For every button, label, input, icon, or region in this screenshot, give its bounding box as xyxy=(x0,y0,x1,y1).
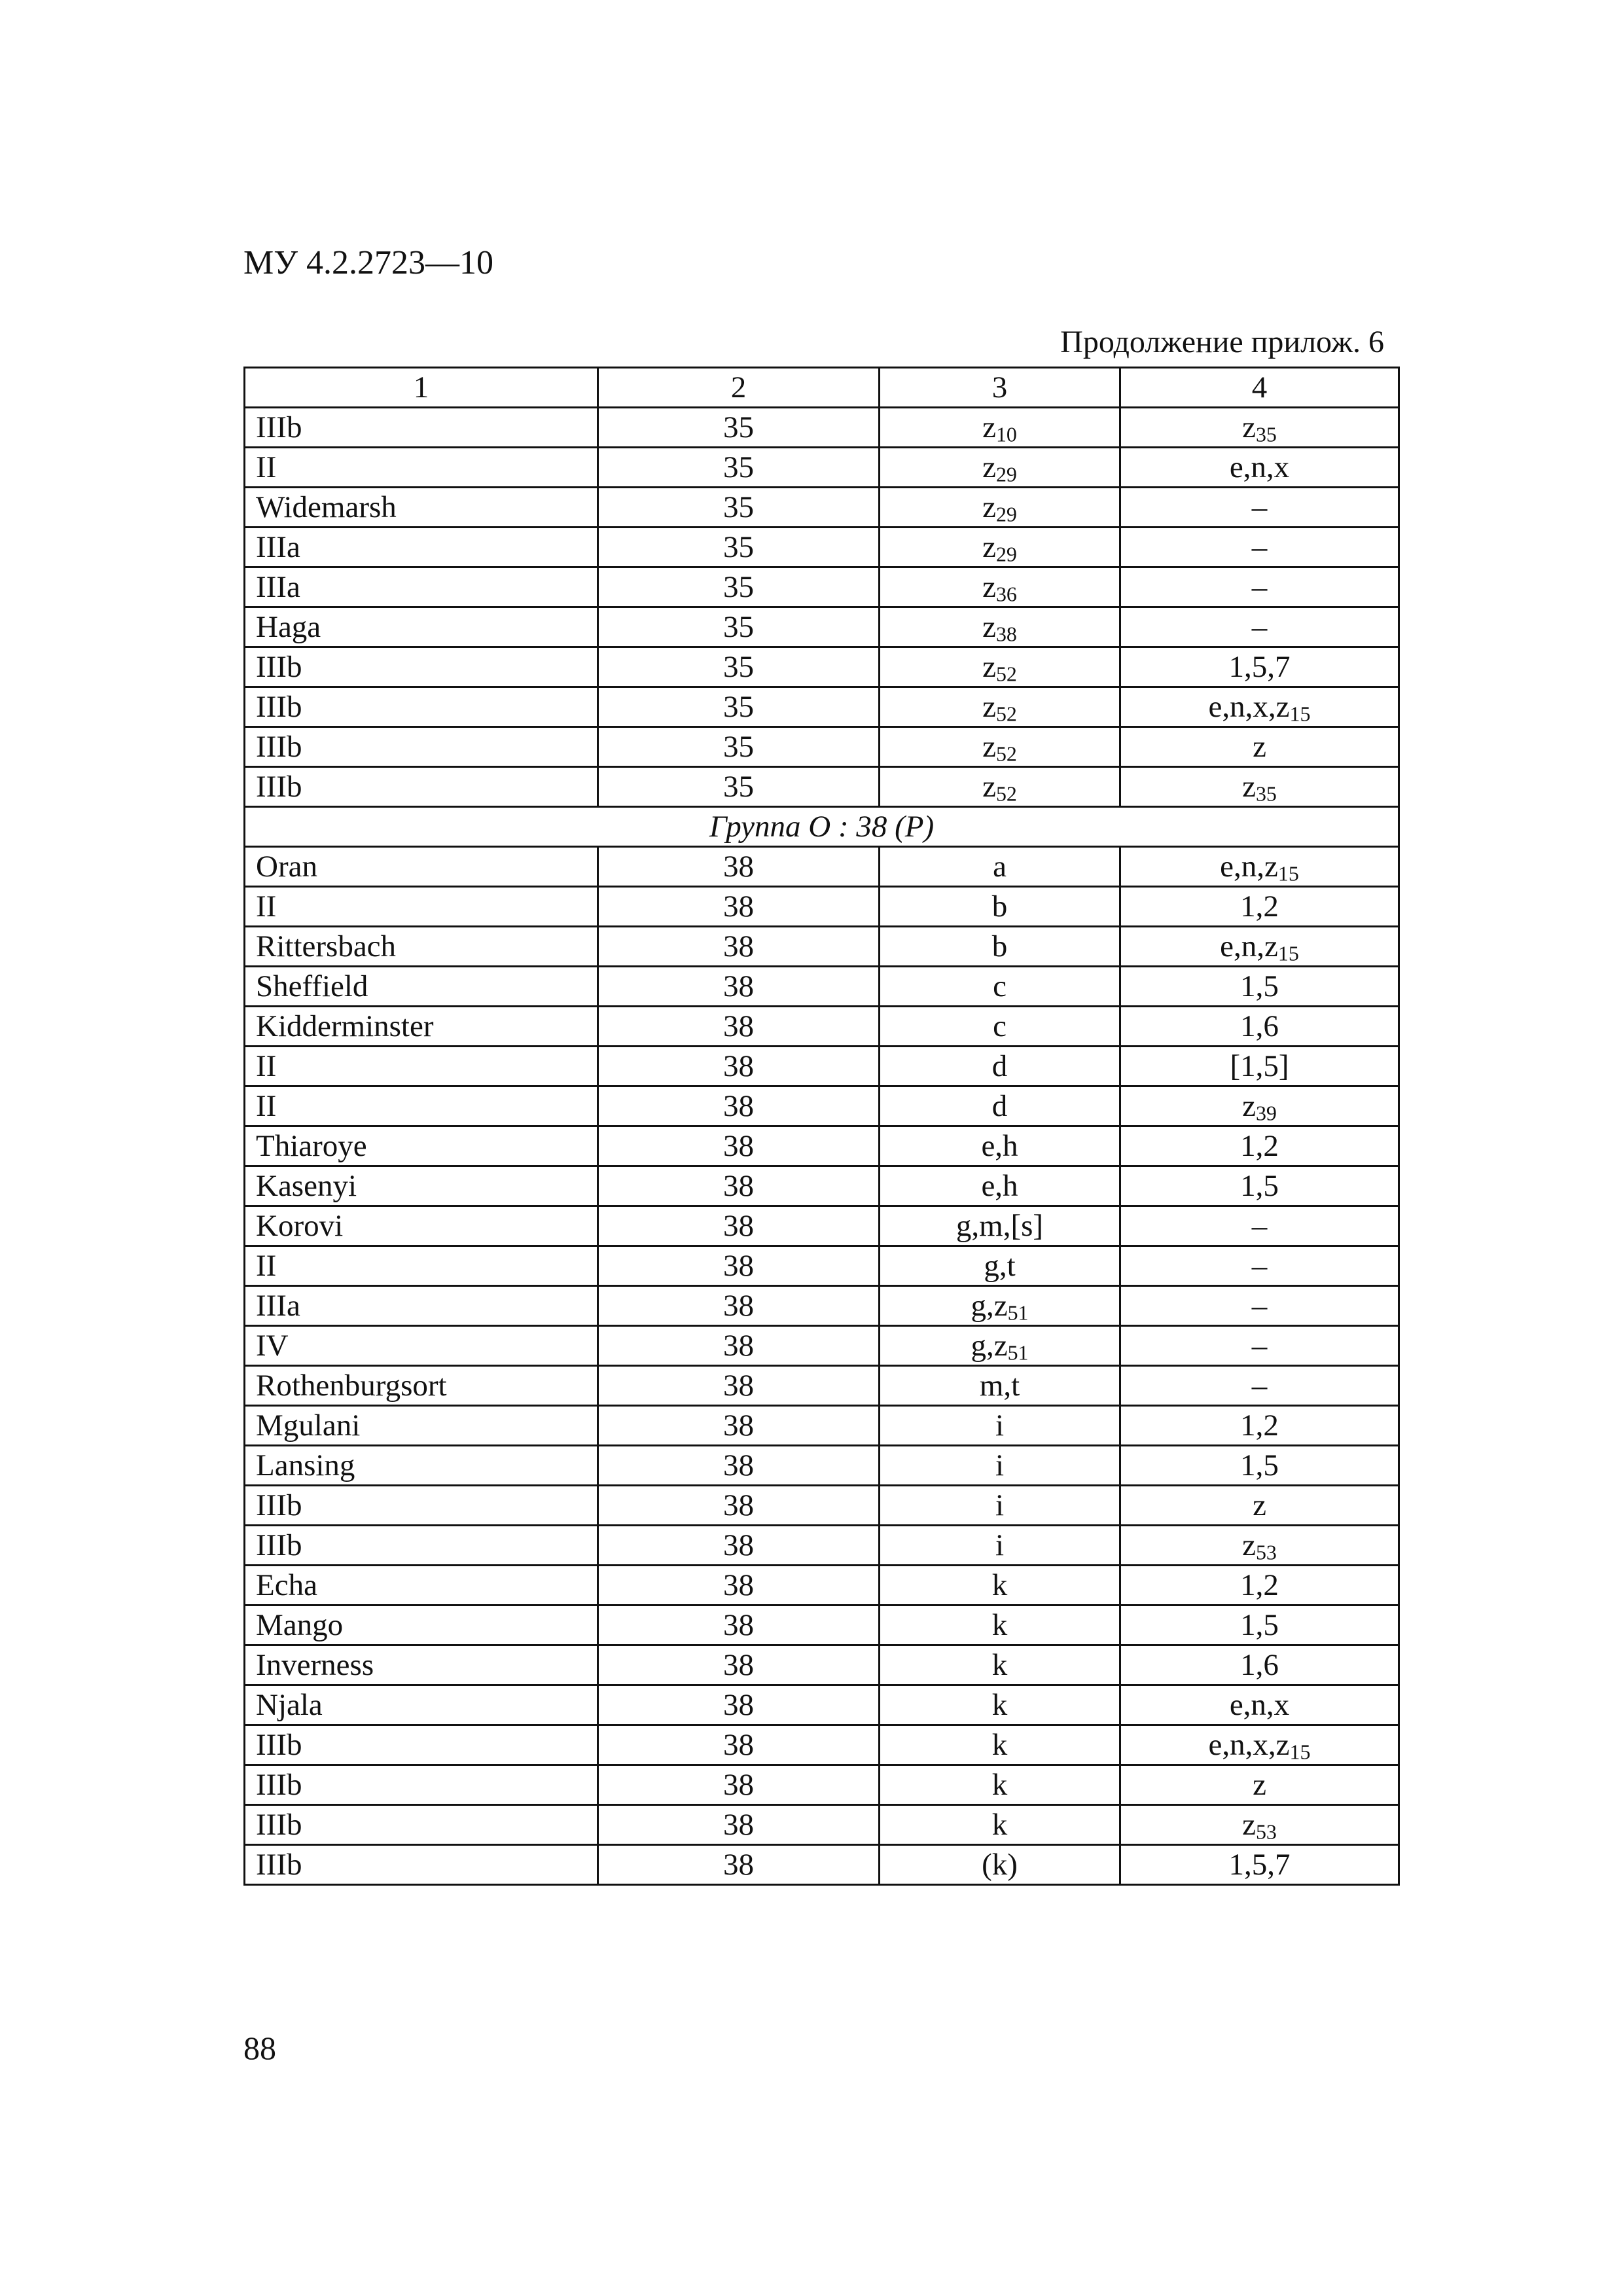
cell-c3: $z_{38}$ xyxy=(880,607,1120,647)
table-row xyxy=(245,847,1399,887)
table-row xyxy=(245,1286,1399,1326)
cell-c2: 38 xyxy=(598,1526,880,1566)
table-row xyxy=(245,1166,1399,1206)
table-row xyxy=(245,1047,1399,1086)
cell-c1: IIIa xyxy=(245,528,598,567)
cell-c4: 1,5,7 xyxy=(1120,647,1399,687)
cell-c3: $z_{52}$ xyxy=(880,727,1120,767)
cell-c2: 35 xyxy=(598,767,880,807)
cell-c2: 38 xyxy=(598,1486,880,1526)
cell-c4: z xyxy=(1120,1486,1399,1526)
cell-c1: IIIb xyxy=(245,647,598,687)
cell-c4: 1,6 xyxy=(1120,1007,1399,1047)
table-row xyxy=(245,1246,1399,1286)
cell-c4: 1,2 xyxy=(1120,1126,1399,1166)
group-label: Группа О : 38 (P) xyxy=(245,807,1399,847)
cell-c2: 38 xyxy=(598,1645,880,1685)
continuation-note: Продолжение прилож. 6 xyxy=(1060,325,1384,359)
cell-c1: IIIa xyxy=(245,567,598,607)
cell-c4: e,n,x xyxy=(1120,448,1399,488)
cell-c2: 38 xyxy=(598,1047,880,1086)
page-number: 88 xyxy=(243,2030,276,2066)
cell-c3: k xyxy=(880,1765,1120,1805)
table-row xyxy=(245,1566,1399,1605)
cell-c1: II xyxy=(245,1246,598,1286)
cell-c3: d xyxy=(880,1047,1120,1086)
cell-c3: $z_{52}$ xyxy=(880,647,1120,687)
cell-c2: 35 xyxy=(598,727,880,767)
cell-c3: b xyxy=(880,887,1120,927)
table-row xyxy=(245,607,1399,647)
document-code: МУ 4.2.2723—10 xyxy=(243,244,494,281)
cell-c1: IIIb xyxy=(245,408,598,448)
table-row xyxy=(245,1446,1399,1486)
cell-c3: k xyxy=(880,1566,1120,1605)
cell-c3: i xyxy=(880,1406,1120,1446)
table-row xyxy=(245,1805,1399,1845)
cell-c4: 1,2 xyxy=(1120,1406,1399,1446)
cell-c2: 38 xyxy=(598,1166,880,1206)
cell-c3: $g,z_{51}$ xyxy=(880,1286,1120,1326)
table-header-row xyxy=(245,368,1399,408)
cell-c3: a xyxy=(880,847,1120,887)
cell-c2: 38 xyxy=(598,1126,880,1166)
cell-c2: 38 xyxy=(598,1725,880,1765)
cell-c4: – xyxy=(1120,488,1399,528)
table-row xyxy=(245,1605,1399,1645)
table-row xyxy=(245,1765,1399,1805)
cell-c2: 35 xyxy=(598,488,880,528)
cell-c3: $z_{29}$ xyxy=(880,448,1120,488)
cell-c1: Njala xyxy=(245,1685,598,1725)
table-row xyxy=(245,887,1399,927)
cell-c3: k xyxy=(880,1685,1120,1725)
cell-c2: 38 xyxy=(598,847,880,887)
cell-c1: Kasenyi xyxy=(245,1166,598,1206)
cell-c1: Haga xyxy=(245,607,598,647)
table-row xyxy=(245,1486,1399,1526)
table-row xyxy=(245,967,1399,1007)
cell-c3: g,m,[s] xyxy=(880,1206,1120,1246)
cell-c4: – xyxy=(1120,1206,1399,1246)
cell-c4: $e,n,z_{15}$ xyxy=(1120,927,1399,967)
cell-c3: $g,z_{51}$ xyxy=(880,1326,1120,1366)
cell-c1: Mango xyxy=(245,1605,598,1645)
cell-c2: 38 xyxy=(598,1206,880,1246)
cell-c2: 38 xyxy=(598,1286,880,1326)
cell-c2: 38 xyxy=(598,1845,880,1885)
cell-c4: – xyxy=(1120,1326,1399,1366)
cell-c1: IIIb xyxy=(245,1845,598,1885)
cell-c2: 38 xyxy=(598,927,880,967)
table-row xyxy=(245,927,1399,967)
cell-c1: II xyxy=(245,448,598,488)
cell-c4: 1,6 xyxy=(1120,1645,1399,1685)
cell-c4: 1,5,7 xyxy=(1120,1845,1399,1885)
cell-c3: $z_{10}$ xyxy=(880,408,1120,448)
table-row xyxy=(245,1725,1399,1765)
cell-c1: II xyxy=(245,1086,598,1126)
cell-c1: IV xyxy=(245,1326,598,1366)
cell-c2: 35 xyxy=(598,687,880,727)
cell-c1: Inverness xyxy=(245,1645,598,1685)
cell-c1: IIIb xyxy=(245,1486,598,1526)
cell-c3: b xyxy=(880,927,1120,967)
cell-c1: IIIb xyxy=(245,687,598,727)
table-row xyxy=(245,1086,1399,1126)
cell-c1: Mgulani xyxy=(245,1406,598,1446)
cell-c1: IIIb xyxy=(245,1725,598,1765)
cell-c3: k xyxy=(880,1725,1120,1765)
cell-c3: i xyxy=(880,1526,1120,1566)
cell-c3: k xyxy=(880,1605,1120,1645)
table-row xyxy=(245,528,1399,567)
cell-c4: – xyxy=(1120,1366,1399,1406)
antigen-table xyxy=(243,367,1400,1886)
table-row xyxy=(245,1406,1399,1446)
cell-c4: – xyxy=(1120,567,1399,607)
table-row xyxy=(245,727,1399,767)
cell-c3: i xyxy=(880,1446,1120,1486)
cell-c2: 35 xyxy=(598,408,880,448)
cell-c1: II xyxy=(245,1047,598,1086)
table-row xyxy=(245,1526,1399,1566)
cell-c3: d xyxy=(880,1086,1120,1126)
cell-c3: $z_{52}$ xyxy=(880,767,1120,807)
cell-c1: Rothenburgsort xyxy=(245,1366,598,1406)
table-row xyxy=(245,1206,1399,1246)
cell-c2: 38 xyxy=(598,1566,880,1605)
cell-c3: (k) xyxy=(880,1845,1120,1885)
cell-c4: 1,5 xyxy=(1120,1605,1399,1645)
cell-c4: $z_{39}$ xyxy=(1120,1086,1399,1126)
table-row xyxy=(245,1326,1399,1366)
cell-c1: Korovi xyxy=(245,1206,598,1246)
cell-c1: Thiaroye xyxy=(245,1126,598,1166)
column-header: 1 xyxy=(245,368,598,408)
cell-c2: 38 xyxy=(598,1406,880,1446)
cell-c3: g,t xyxy=(880,1246,1120,1286)
cell-c4: $e,n,x,z_{15}$ xyxy=(1120,687,1399,727)
table-row xyxy=(245,408,1399,448)
table-row xyxy=(245,1645,1399,1685)
cell-c4: 1,5 xyxy=(1120,1166,1399,1206)
cell-c3: $z_{29}$ xyxy=(880,488,1120,528)
cell-c1: IIIa xyxy=(245,1286,598,1326)
cell-c2: 38 xyxy=(598,1805,880,1845)
column-header: 4 xyxy=(1120,368,1399,408)
cell-c3: k xyxy=(880,1805,1120,1845)
cell-c1: Rittersbach xyxy=(245,927,598,967)
group-row xyxy=(245,807,1399,847)
table-row xyxy=(245,1126,1399,1166)
cell-c2: 35 xyxy=(598,528,880,567)
table-row xyxy=(245,448,1399,488)
table-row xyxy=(245,687,1399,727)
cell-c4: [1,5] xyxy=(1120,1047,1399,1086)
cell-c2: 38 xyxy=(598,1246,880,1286)
cell-c4: z xyxy=(1120,1765,1399,1805)
cell-c1: Lansing xyxy=(245,1446,598,1486)
cell-c4: $z_{35}$ xyxy=(1120,767,1399,807)
column-header: 2 xyxy=(598,368,880,408)
cell-c4: 1,5 xyxy=(1120,1446,1399,1486)
column-header: 3 xyxy=(880,368,1120,408)
cell-c3: c xyxy=(880,1007,1120,1047)
cell-c2: 38 xyxy=(598,1765,880,1805)
table-row xyxy=(245,767,1399,807)
cell-c3: m,t xyxy=(880,1366,1120,1406)
cell-c1: IIIb xyxy=(245,1805,598,1845)
cell-c1: IIIb xyxy=(245,767,598,807)
table-row xyxy=(245,1366,1399,1406)
cell-c3: e,h xyxy=(880,1166,1120,1206)
cell-c2: 38 xyxy=(598,1366,880,1406)
cell-c2: 38 xyxy=(598,1086,880,1126)
cell-c3: $z_{29}$ xyxy=(880,528,1120,567)
cell-c2: 38 xyxy=(598,1446,880,1486)
cell-c1: Echa xyxy=(245,1566,598,1605)
cell-c2: 38 xyxy=(598,1605,880,1645)
cell-c1: II xyxy=(245,887,598,927)
cell-c1: Widemarsh xyxy=(245,488,598,528)
cell-c1: IIIb xyxy=(245,1526,598,1566)
cell-c1: IIIb xyxy=(245,1765,598,1805)
cell-c1: IIIb xyxy=(245,727,598,767)
cell-c4: $e,n,z_{15}$ xyxy=(1120,847,1399,887)
cell-c4: $e,n,x,z_{15}$ xyxy=(1120,1725,1399,1765)
cell-c3: i xyxy=(880,1486,1120,1526)
cell-c2: 35 xyxy=(598,647,880,687)
cell-c2: 35 xyxy=(598,567,880,607)
cell-c2: 38 xyxy=(598,967,880,1007)
cell-c4: e,n,x xyxy=(1120,1685,1399,1725)
cell-c3: c xyxy=(880,967,1120,1007)
table-row xyxy=(245,647,1399,687)
cell-c4: – xyxy=(1120,1246,1399,1286)
table-row xyxy=(245,1685,1399,1725)
table-row xyxy=(245,1845,1399,1885)
cell-c3: e,h xyxy=(880,1126,1120,1166)
cell-c2: 38 xyxy=(598,1326,880,1366)
cell-c1: Oran xyxy=(245,847,598,887)
cell-c2: 38 xyxy=(598,887,880,927)
cell-c2: 35 xyxy=(598,607,880,647)
cell-c4: $z_{53}$ xyxy=(1120,1526,1399,1566)
cell-c4: $z_{35}$ xyxy=(1120,408,1399,448)
cell-c2: 35 xyxy=(598,448,880,488)
cell-c1: Kidderminster xyxy=(245,1007,598,1047)
table-row xyxy=(245,488,1399,528)
table-row xyxy=(245,1007,1399,1047)
cell-c4: $z_{53}$ xyxy=(1120,1805,1399,1845)
cell-c4: – xyxy=(1120,607,1399,647)
cell-c4: – xyxy=(1120,1286,1399,1326)
cell-c1: Sheffield xyxy=(245,967,598,1007)
cell-c3: $z_{36}$ xyxy=(880,567,1120,607)
cell-c4: 1,2 xyxy=(1120,887,1399,927)
table-row xyxy=(245,567,1399,607)
cell-c4: 1,2 xyxy=(1120,1566,1399,1605)
cell-c2: 38 xyxy=(598,1685,880,1725)
cell-c3: $z_{52}$ xyxy=(880,687,1120,727)
cell-c4: – xyxy=(1120,528,1399,567)
cell-c3: k xyxy=(880,1645,1120,1685)
cell-c4: 1,5 xyxy=(1120,967,1399,1007)
cell-c2: 38 xyxy=(598,1007,880,1047)
cell-c4: z xyxy=(1120,727,1399,767)
